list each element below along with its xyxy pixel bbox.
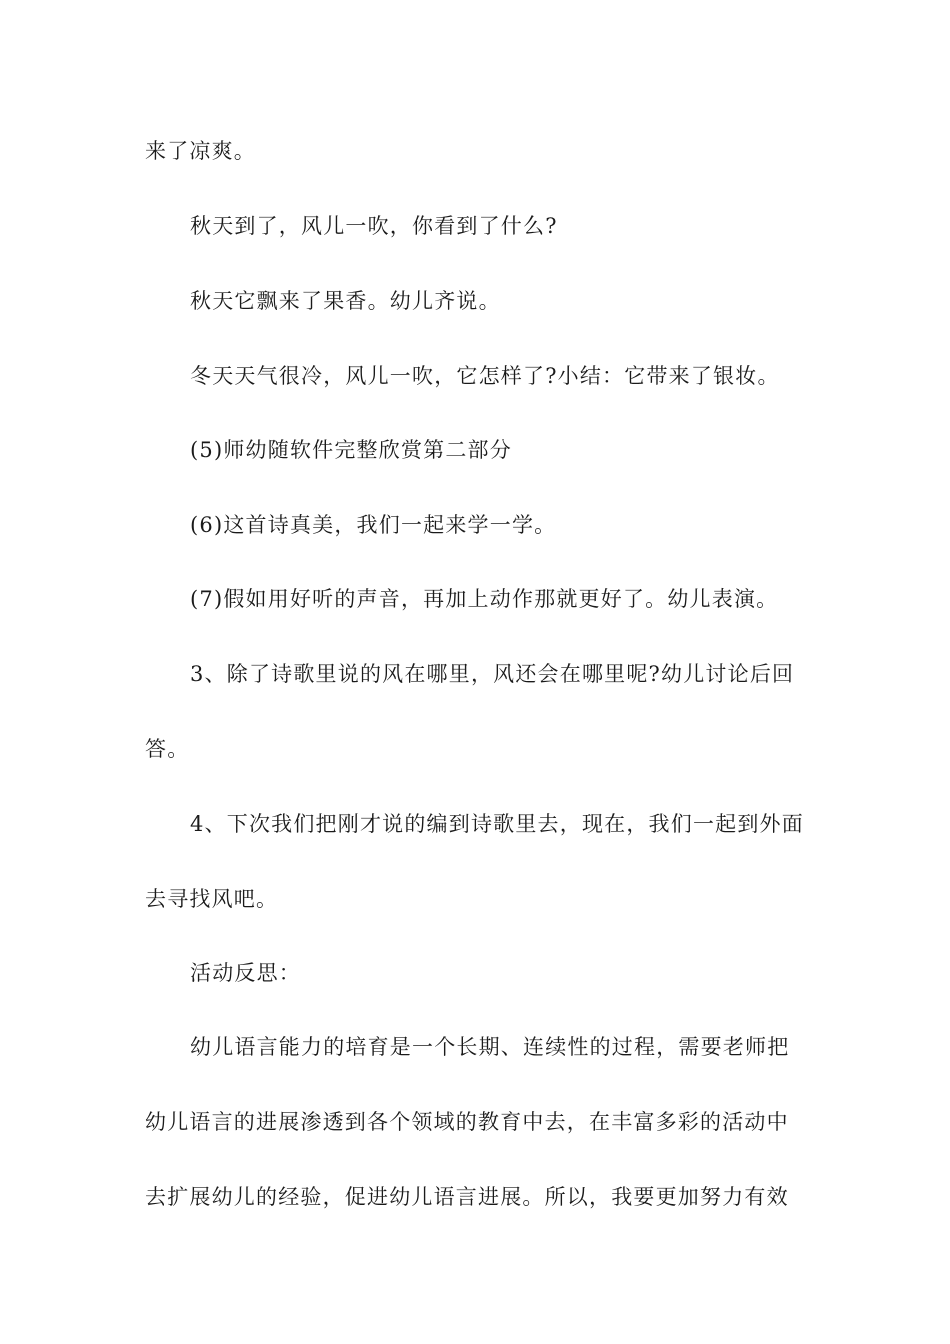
section-heading: 活动反思： <box>190 961 301 985</box>
text-line: 4、下次我们把刚才说的编到诗歌里去，现在，我们一起到外面 <box>190 812 804 836</box>
text-line: 去扩展幼儿的经验，促进幼儿语言进展。所以，我要更加努力有效 <box>145 1185 789 1209</box>
text-line: 冬天天气很冷，风儿一吹，它怎样了?小结：它带来了银妆。 <box>190 364 780 388</box>
text-line: 幼儿语言能力的培育是一个长期、连续性的过程，需要老师把 <box>190 1035 790 1059</box>
text-line: 秋天到了，风儿一吹，你看到了什么? <box>190 214 558 238</box>
text-line: 去寻找风吧。 <box>145 887 279 911</box>
text-line: 答。 <box>145 737 190 761</box>
text-line: 来了凉爽。 <box>145 139 256 163</box>
text-line: 秋天它飘来了果香。幼儿齐说。 <box>190 289 501 313</box>
text-line: 3、除了诗歌里说的风在哪里，风还会在哪里呢?幼儿讨论后回 <box>190 662 795 686</box>
text-line: (6)这首诗真美，我们一起来学一学。 <box>190 513 557 537</box>
text-line: (5)师幼随软件完整欣赏第二部分 <box>190 438 512 462</box>
text-line: 幼儿语言的进展渗透到各个领域的教育中去，在丰富多彩的活动中 <box>145 1110 789 1134</box>
text-line: (7)假如用好听的声音，再加上动作那就更好了。幼儿表演。 <box>190 587 779 611</box>
